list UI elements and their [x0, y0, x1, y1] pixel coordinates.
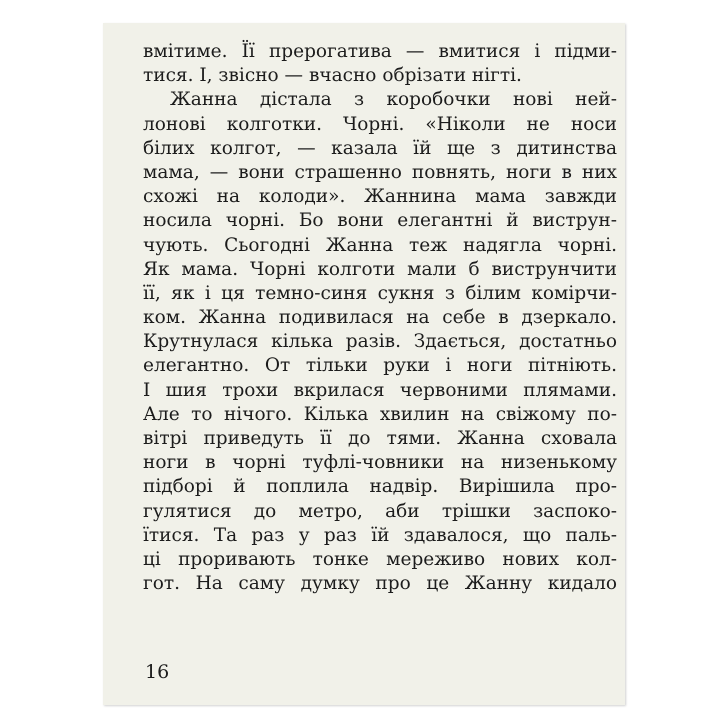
- text-line: білих колгот, — казала їй ще з дитинства: [143, 137, 617, 159]
- page-number: 16: [145, 661, 170, 683]
- text-line: чують. Сьогодні Жанна теж надягла чорні.: [143, 234, 617, 256]
- text-line: лонові колготки. Чорні. «Ніколи не носи: [143, 113, 617, 135]
- text-line: гулятися до метро, аби трішки заспоко-: [143, 500, 617, 522]
- text-line: її, як і ця темно-синя сукня з білим комірчи-: [143, 282, 617, 304]
- text-line: вітрі приведуть її до тями. Жанна сховала: [143, 428, 617, 449]
- text-line: ком. Жанна подивилася на себе в дзеркало.: [143, 307, 617, 329]
- text-line: їтися. Та раз у раз їй здавалося, що паль-: [143, 524, 617, 546]
- text-line: мама, — вони страшенно повнять, ноги в них: [143, 161, 617, 183]
- text-line: ноги в чорні туфлі-човники на низенькому: [143, 452, 617, 474]
- text-line: підборі й поплила надвір. Вирішила про-: [143, 476, 617, 498]
- text-line: Але то нічого. Кілька хвилин на свіжому по-: [143, 403, 617, 425]
- text-line: ці проривають тонке мереживо нових кол-: [143, 548, 617, 570]
- text-line: Як мама. Чорні колготи мали б виструнчити: [143, 258, 617, 280]
- page-body-text: [143, 40, 617, 596]
- text-line: тися. І, звісно — вчасно обрізати нігті.: [143, 65, 522, 87]
- text-line: вмітиме. Її прерогатива — вмитися і підми-: [143, 41, 617, 62]
- paragraph-first-line: Жанна дістала з коробочки нові ней-: [170, 89, 617, 111]
- text-line: Крутнулася кілька разів. Здається, достатньо: [143, 331, 617, 353]
- text-line: елегантно. От тільки руки і ноги пітніють.: [143, 355, 617, 377]
- text-line: гот. На саму думку про це Жанну кидало: [143, 573, 617, 595]
- text-line: носила чорні. Бо вони елегантні й виструн-: [143, 210, 617, 232]
- text-line: І шия трохи вкрилася червоними плямами.: [143, 379, 617, 401]
- text-line: схожі на колоди». Жаннина мама завжди: [143, 186, 617, 208]
